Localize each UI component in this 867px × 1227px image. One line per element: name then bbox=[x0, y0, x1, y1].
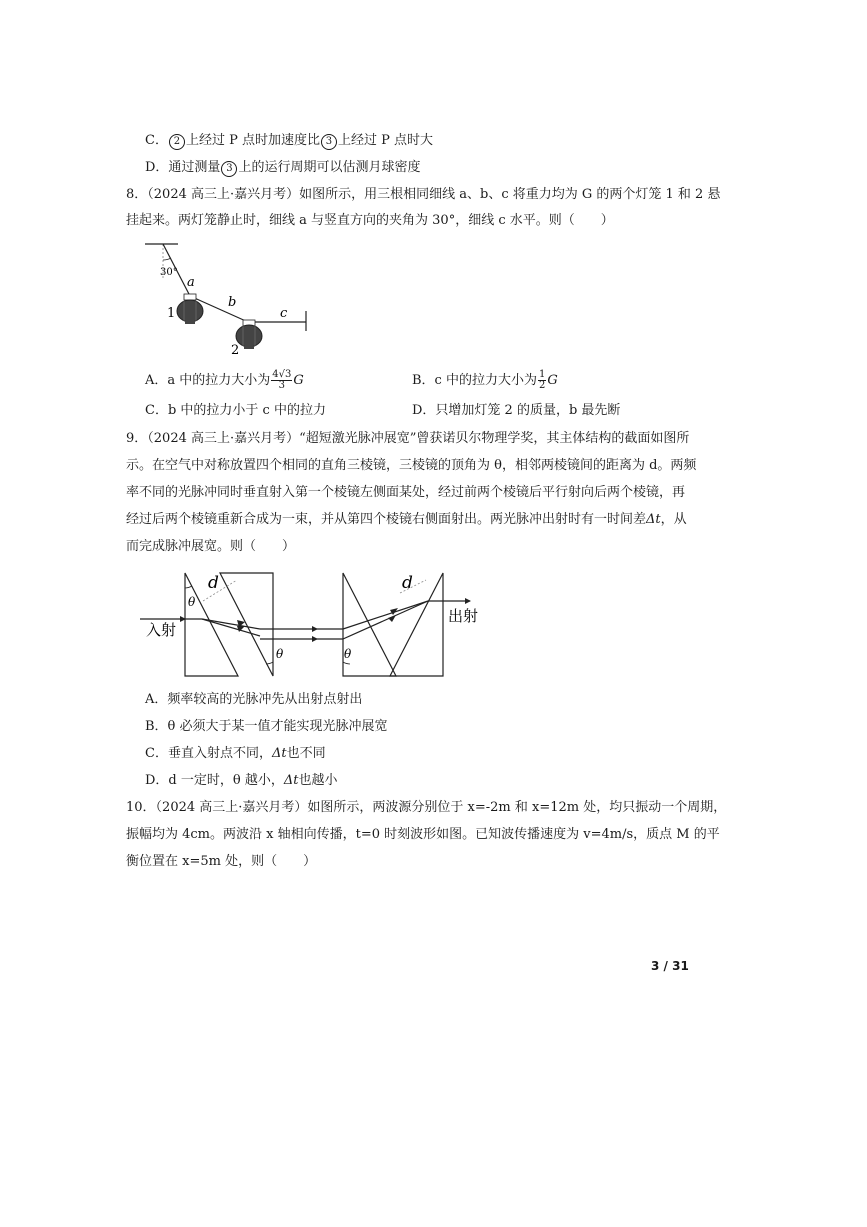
fraction bbox=[538, 370, 546, 391]
q9-option-c bbox=[145, 744, 326, 764]
option-b-text: B．c 中的拉力大小为 bbox=[412, 373, 537, 388]
math-var: G bbox=[547, 373, 558, 388]
theta-label-3: θ bbox=[344, 647, 352, 661]
label-a: a bbox=[187, 275, 195, 290]
q7-option-d bbox=[145, 158, 420, 178]
math-var: Δt bbox=[271, 746, 287, 761]
label-b: b bbox=[228, 295, 237, 310]
q9-stem-line5: 而完成脉冲展宽。则（ ） bbox=[126, 539, 296, 554]
q9-option-d bbox=[145, 771, 337, 791]
math-var: Δt bbox=[646, 512, 661, 527]
q8-option-b bbox=[412, 370, 558, 391]
stem-text: 经过后两个棱镜重新合成为一束，并从第四个棱镜右侧面射出。两光脉冲出射时有一时间差 bbox=[126, 512, 647, 527]
circled-number: 2 bbox=[169, 134, 185, 150]
angle-label: 30° bbox=[160, 267, 178, 278]
incident-label: 入射 bbox=[146, 621, 177, 639]
lantern-2 bbox=[236, 320, 262, 349]
option-text: D．d 一定时，θ 越小， bbox=[145, 773, 284, 788]
fraction bbox=[271, 370, 292, 391]
theta-label-1: θ bbox=[188, 595, 196, 609]
option-c-text1: 上经过 P 点时加速度比 bbox=[185, 133, 320, 148]
option-c-text2: 上经过 P 点时大 bbox=[337, 133, 433, 148]
option-text: 也越小 bbox=[298, 773, 338, 788]
q9-stem-line4 bbox=[126, 510, 687, 530]
q10-stem-line2: 振幅均为 4cm。两波沿 x 轴相向传播，t=0 时刻波形如图。已知波传播速度为 v=4m/s，质点 M 的平 bbox=[126, 827, 720, 842]
lantern-1 bbox=[177, 294, 203, 324]
fraction-numerator: 4√3 bbox=[272, 369, 292, 380]
fraction-denominator: 2 bbox=[538, 380, 546, 391]
option-text: C．垂直入射点不同， bbox=[145, 746, 272, 761]
q9-prism-figure bbox=[140, 566, 490, 682]
theta-label-2: θ bbox=[276, 647, 284, 661]
d-label-right: d bbox=[402, 573, 413, 593]
label-c: c bbox=[280, 306, 288, 321]
q8-stem-line1: 8．（2024 高三上·嘉兴月考）如图所示，用三根相同细线 a、b、c 将重力均为 G 的两个灯笼 1 和 2 悬 bbox=[126, 187, 721, 202]
q8-option-a bbox=[145, 370, 304, 391]
option-d-prefix: D．通过测量 bbox=[145, 160, 221, 175]
q9-option-b: B．θ 必须大于某一值才能实现光脉冲展宽 bbox=[145, 719, 388, 734]
q9-stem-line1: 9．（2024 高三上·嘉兴月考）“超短激光脉冲展宽”曾获诺贝尔物理学奖，其主体结构的截面如图所 bbox=[126, 431, 690, 446]
q9-stem-line2: 示。在空气中对称放置四个相同的直角三棱镜，三棱镜的顶角为 θ，相邻两棱镜间的距离为 d。两频 bbox=[126, 458, 697, 473]
page-number: 3 / 31 bbox=[651, 959, 689, 973]
label-1: 1 bbox=[167, 306, 176, 321]
q7-option-c bbox=[145, 131, 433, 151]
q10-stem-line3: 衡位置在 x=5m 处，则（ ） bbox=[126, 854, 317, 869]
fraction-numerator: 1 bbox=[538, 369, 546, 380]
q8-option-c: C．b 中的拉力小于 c 中的拉力 bbox=[145, 403, 326, 418]
option-c-prefix: C． bbox=[145, 133, 168, 148]
option-text: 也不同 bbox=[286, 746, 326, 761]
exit-label: 出射 bbox=[448, 607, 479, 625]
q10-stem-line1: 10．（2024 高三上·嘉兴月考）如图所示，两波源分别位于 x=-2m 和 x=12m 处，均只振动一个周期， bbox=[126, 800, 727, 815]
circled-number: 3 bbox=[321, 134, 337, 150]
q8-stem-line2: 挂起来。两灯笼静止时，细线 a 与竖直方向的夹角为 30°，细线 c 水平。则（ ） bbox=[126, 213, 614, 228]
q9-stem-line3: 率不同的光脉冲同时垂直射入第一个棱镜左侧面某处，经过前两个棱镜后平行射向后两个棱镜，再 bbox=[126, 485, 686, 500]
option-d-text: 上的运行周期可以估测月球密度 bbox=[238, 160, 421, 175]
circled-number: 3 bbox=[221, 161, 237, 177]
q8-option-d: D．只增加灯笼 2 的质量，b 最先断 bbox=[412, 403, 621, 418]
q9-option-a: A．频率较高的光脉冲先从出射点射出 bbox=[145, 692, 363, 707]
math-var: Δt bbox=[283, 773, 299, 788]
label-2: 2 bbox=[231, 343, 240, 358]
q8-lantern-figure bbox=[140, 238, 320, 360]
fraction-denominator: 3 bbox=[278, 380, 286, 391]
d-label-left: d bbox=[208, 573, 219, 593]
option-a-text: A．a 中的拉力大小为 bbox=[145, 373, 271, 388]
stem-text: ，从 bbox=[660, 512, 687, 527]
math-var: G bbox=[293, 373, 304, 388]
